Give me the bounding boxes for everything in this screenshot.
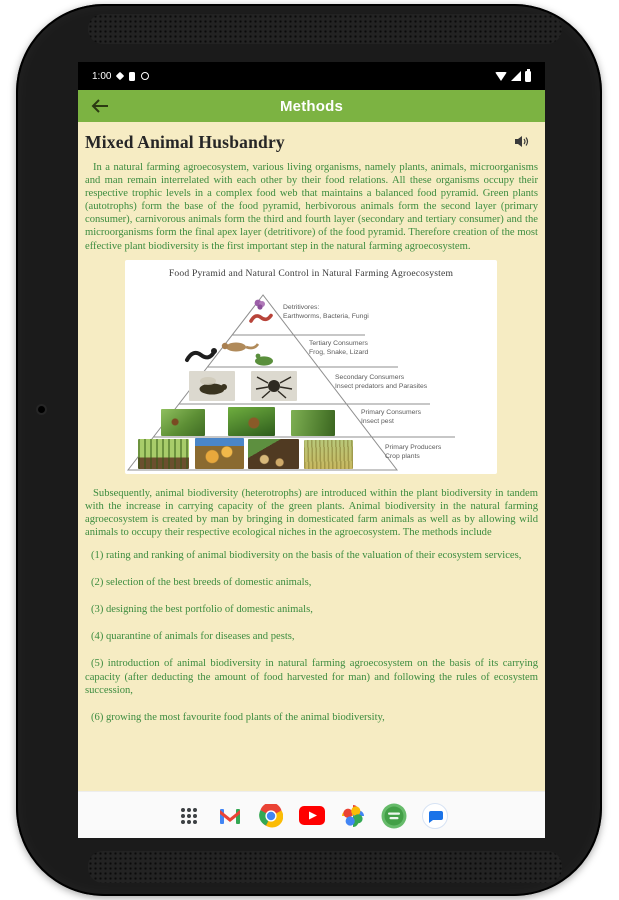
text-to-speech-button[interactable] (514, 135, 530, 153)
google-photos-app-button[interactable] (340, 803, 366, 829)
data-saver-icon (141, 72, 149, 80)
page-title: Methods (279, 97, 344, 115)
insect-pest-photo-2 (228, 407, 275, 436)
insect-pest-photo-1 (161, 409, 205, 436)
method-item-5: (5) introduction of animal biodiversity in natural farming agroecosystem on the basis of its carrying capacity (after deducting the amount of food harvested for man) and following the rules of ecosystem succession, (85, 658, 538, 696)
method-item-6: (6) growing the most favourite food plants of the animal biodiversity, (91, 711, 385, 723)
crop-photo-potato (248, 439, 299, 469)
method-item-2: (2) selection of the best breeds of domestic animals, (91, 577, 312, 589)
natural-farming-app-button[interactable] (381, 803, 407, 829)
bluetooth-icon (116, 72, 124, 80)
bottom-speaker-grille (88, 851, 562, 883)
methods-list (85, 549, 538, 724)
snake-image (183, 340, 219, 365)
taskbar-dock (78, 791, 545, 838)
tablet-frame (16, 4, 602, 896)
paragraph-2: Subsequently, animal biodiversity (heterotrophs) are introduced within the plant biodiversity in tandem with the increase in carrying capacity of the green plants. Animal biodiversity in the natural farming agroecosystem is created by man by bringing in domesticated farm animals as well as by allowing wild animals to occupy their respective ecological niches in the agroecosystem. The methods include (85, 487, 538, 538)
level-label-tertiary-consumers: Tertiary Consumers Frog, Snake, Lizard (309, 339, 369, 357)
clock: 1:00 (92, 70, 112, 82)
article-title: Mixed Animal Husbandry (85, 132, 285, 152)
cell-signal-icon (511, 71, 521, 81)
level-label-detritivores: Detritivores: Earthworms, Bacteria, Fungi (283, 303, 369, 321)
gmail-icon (218, 806, 242, 826)
method-item-4: (4) quarantine of animals for diseases and pests, (91, 631, 295, 643)
chrome-icon (259, 804, 283, 828)
youtube-icon (299, 806, 325, 825)
crop-photo-corn-field (138, 439, 189, 469)
crop-photo-maize (195, 438, 244, 469)
messages-app-button[interactable] (422, 803, 448, 829)
screen (78, 62, 545, 838)
level-label-primary-consumers: Primary Consumers Insect pest (361, 408, 422, 426)
level-label-secondary-consumers: Secondary Consumers Insect predators and Parasites (335, 373, 428, 391)
natural-farming-app-icon (381, 803, 407, 829)
spider-icon (251, 371, 297, 401)
wasp-photo (189, 371, 235, 401)
all-apps-button[interactable] (176, 803, 202, 829)
google-photos-icon (341, 804, 365, 828)
messages-icon (422, 803, 448, 829)
top-speaker-grille (88, 14, 562, 44)
figure-title: Food Pyramid and Natural Control in Natural Farming Agroecosystem (168, 267, 454, 279)
method-item-1: (1) rating and ranking of animal biodiversity on the basis of the valuation of their ecosystem services, (91, 550, 522, 562)
insect-pest-photo-3 (291, 410, 335, 436)
article-content-scroll[interactable] (78, 122, 545, 791)
side-camera (38, 406, 45, 413)
notification-icon (129, 72, 135, 81)
youtube-app-button[interactable] (299, 803, 325, 829)
earthworm-image (248, 310, 274, 325)
fungi-image (253, 298, 267, 310)
level-label-primary-producers: Primary Producers Crop plants (385, 443, 442, 461)
app-bar (78, 90, 545, 122)
paragraph-1: In a natural farming agroecosystem, various living organisms, namely plants, animals, microorganisms and man remain interrelated with each other by their food relations. All these organisms occupy their respective trophic levels in a complex food web that maintains a balanced food pyramid. Green plants (autotrophs) form the base of the food pyramid, herbivorous animals form the second layer (primary consumer), carnivorous animals form the third and fourth layer (secondary and tertiary consumer) and the microorganisms form the final apex layer (detritivore) of the food pyramid. Therefore creation of the most effective plant biodiversity is the first important step in the natural farming agroecosystem. (85, 162, 538, 252)
method-item-3: (3) designing the best portfolio of domestic animals, (91, 604, 313, 616)
wifi-icon (495, 72, 507, 81)
frog-image (253, 351, 275, 366)
wasp-icon (189, 371, 235, 401)
battery-icon (525, 71, 531, 82)
status-bar (78, 62, 545, 90)
gmail-app-button[interactable] (217, 803, 243, 829)
chrome-app-button[interactable] (258, 803, 284, 829)
spider-photo (251, 371, 297, 401)
food-pyramid-figure (125, 260, 497, 474)
speaker-icon (514, 135, 530, 148)
crop-photo-paddy (304, 440, 353, 469)
app-grid-icon (179, 806, 199, 826)
